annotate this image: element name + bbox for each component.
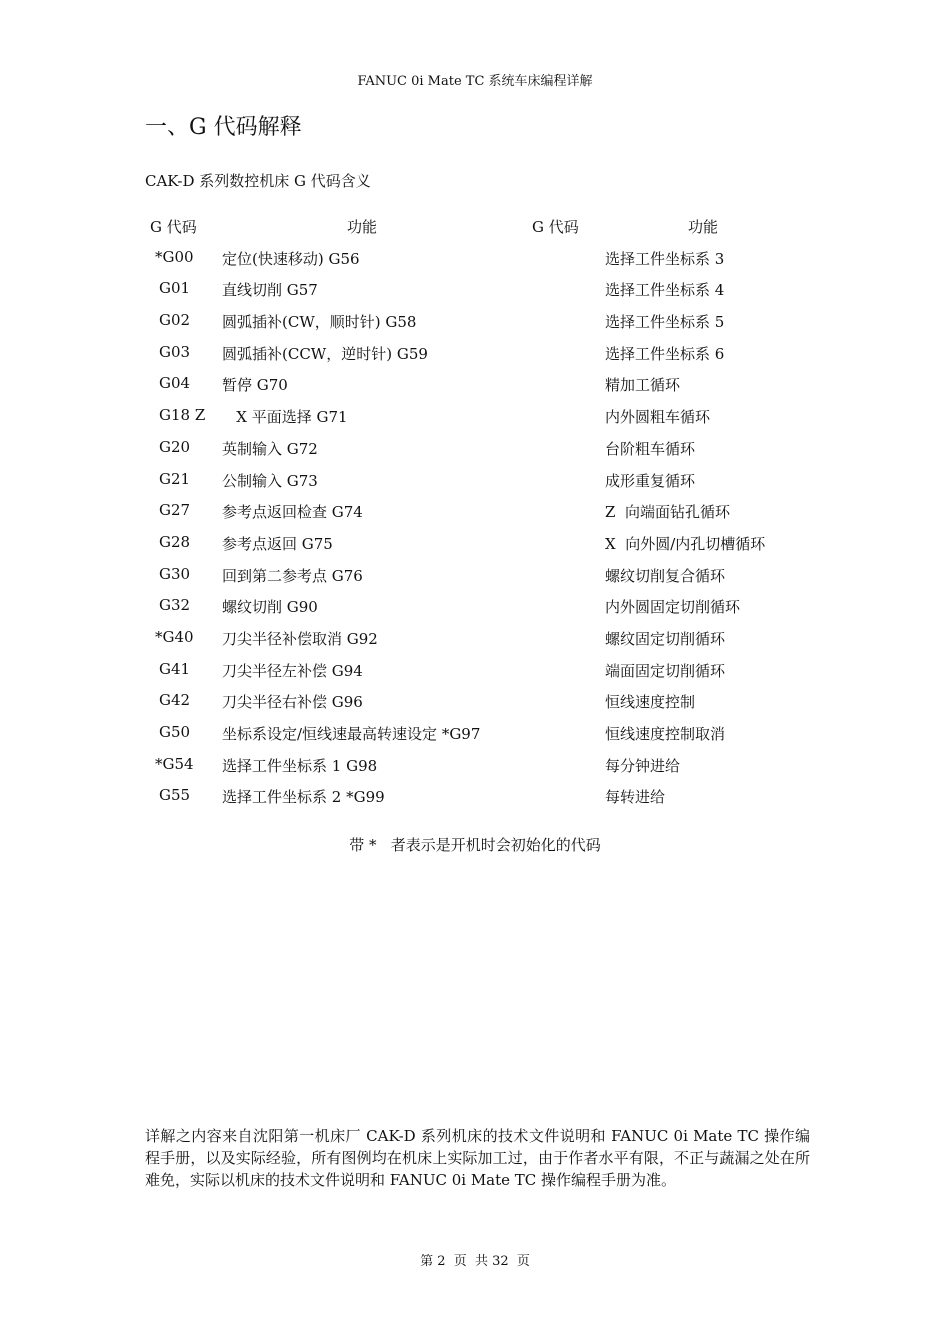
row-function-left: 回到第二参考点 G76 — [222, 566, 363, 585]
row-function-left: 选择工件坐标系 1 G98 — [222, 756, 378, 775]
row-function-left: 参考点返回 G75 — [222, 534, 333, 553]
table-row — [145, 339, 805, 371]
row-function-right: 精加工循环 — [605, 376, 681, 395]
row-function-right: 内外圆粗车循环 — [605, 408, 711, 427]
section-title: 一、G 代码解释 — [145, 115, 302, 140]
row-function-right: 螺纹切削复合循环 — [605, 566, 726, 585]
running-header: FANUC 0i Mate TC 系统车床编程详解 — [357, 74, 593, 89]
row-function-left: 英制输入 G72 — [222, 439, 318, 458]
row-function-right: 恒线速度控制取消 — [605, 725, 726, 743]
row-function-right: 选择工件坐标系 3 — [605, 249, 725, 268]
row-code: G20 — [159, 437, 191, 456]
row-code: G30 — [159, 564, 191, 583]
row-code: G27 — [159, 501, 191, 520]
row-function-right: 端面固定切削循环 — [605, 661, 726, 680]
table-row — [145, 434, 805, 466]
row-code: G02 — [159, 311, 191, 330]
row-function-right: 恒线速度控制 — [605, 693, 696, 712]
row-function-left: 参考点返回检查 G74 — [222, 503, 363, 522]
table-header-row — [145, 212, 805, 244]
table-row — [145, 561, 805, 593]
row-function-left: 直线切削 G57 — [222, 281, 318, 300]
table-row — [145, 244, 805, 276]
table-row — [145, 687, 805, 719]
table-row — [145, 592, 805, 624]
row-function-left: 暂停 G70 — [222, 376, 288, 395]
row-function-right: 选择工件坐标系 6 — [605, 344, 725, 363]
row-function-right: X 向外圆/内孔切槽循环 — [605, 534, 766, 553]
row-function-right: 选择工件坐标系 5 — [605, 313, 725, 332]
row-function-left: 圆弧插补(CW，顺时针) G58 — [222, 313, 417, 332]
row-function-right: 内外圆固定切削循环 — [605, 598, 741, 617]
g-code-table — [145, 212, 805, 814]
row-code: G01 — [159, 279, 191, 298]
header-g-code-left: G 代码 — [150, 218, 197, 236]
table-row — [145, 529, 805, 561]
row-function-right: 螺纹固定切削循环 — [605, 629, 726, 648]
row-function-left: 刀尖半径右补偿 G96 — [222, 693, 363, 712]
table-row — [145, 751, 805, 783]
footnote-paragraph: 详解之内容来自沈阳第一机床厂 CAK-D 系列机床的技术文件说明和 FANUC 0i Mate TC 操作编程手册，以及实际经验，所有图例均在机床上实际加工过，由于作者水平有限，不正与蔬漏之处在所难免，实际以机床的技术文件说明和 FANUC 0i Mate TC 操作编程手册为准。 — [145, 1127, 810, 1189]
row-code: G03 — [159, 342, 191, 361]
table-row — [145, 370, 805, 402]
table-caption: CAK-D 系列数控机床 G 代码含义 — [145, 172, 371, 190]
row-code: *G00 — [155, 247, 194, 266]
row-code: *G54 — [155, 754, 194, 773]
asterisk-note: 带 * 者表示是开机时会初始化的代码 — [349, 836, 601, 854]
table-row — [145, 782, 805, 814]
table-row — [145, 307, 805, 339]
row-code: *G40 — [155, 627, 194, 646]
row-function-right: 成形重复循环 — [605, 471, 696, 490]
row-function-left: X 平面选择 G71 — [222, 408, 348, 427]
row-function-right: 每分钟进给 — [605, 756, 681, 775]
row-function-left: 定位(快速移动) G56 — [222, 249, 360, 268]
row-code: G50 — [159, 723, 191, 741]
table-row — [145, 466, 805, 498]
table-row — [145, 719, 805, 751]
row-function-left: 坐标系设定/恒线速最高转速设定 *G97 — [222, 725, 481, 743]
table-row — [145, 402, 805, 434]
table-row — [145, 624, 805, 656]
row-function-left: 公制输入 G73 — [222, 471, 318, 490]
row-function-right: Z 向端面钻孔循环 — [605, 503, 730, 522]
row-code: G55 — [159, 786, 191, 805]
row-function-right: 选择工件坐标系 4 — [605, 281, 725, 300]
page-number: 第 2 页 共 32 页 — [420, 1254, 530, 1269]
row-function-left: 刀尖半径补偿取消 G92 — [222, 629, 378, 648]
row-code: G28 — [159, 532, 191, 551]
row-code: G18 Z — [159, 406, 206, 425]
table-row — [145, 656, 805, 688]
row-code: G04 — [159, 374, 191, 393]
row-function-left: 选择工件坐标系 2 *G99 — [222, 788, 385, 807]
table-row — [145, 497, 805, 529]
header-g-code-right: G 代码 — [532, 218, 579, 236]
header-function-left: 功能 — [347, 218, 378, 236]
row-code: G42 — [159, 691, 191, 710]
row-function-right: 每转进给 — [605, 788, 666, 807]
row-code: G21 — [159, 469, 191, 488]
row-function-left: 螺纹切削 G90 — [222, 598, 318, 617]
row-code: G32 — [159, 596, 191, 615]
row-function-right: 台阶粗车循环 — [605, 439, 696, 458]
row-code: G41 — [159, 659, 191, 678]
row-function-left: 刀尖半径左补偿 G94 — [222, 661, 363, 680]
table-row — [145, 275, 805, 307]
header-function-right: 功能 — [688, 218, 719, 236]
row-function-left: 圆弧插补(CCW，逆时针) G59 — [222, 344, 428, 363]
